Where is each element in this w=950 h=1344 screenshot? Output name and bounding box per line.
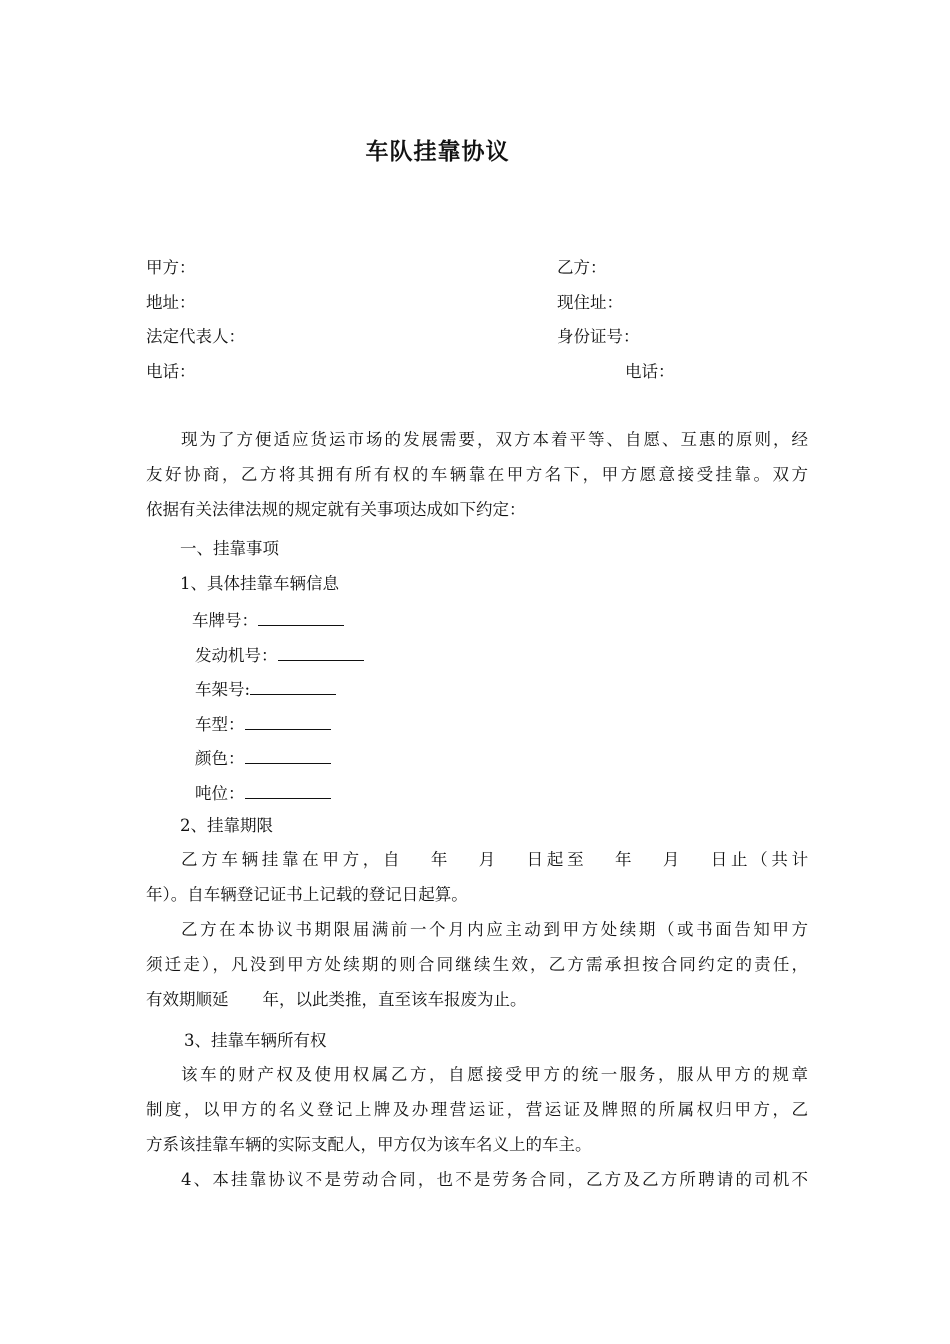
renewal-line: 须迁走），凡没到甲方处续期的则合同继续生效，乙方需承担按合同约定的责任， xyxy=(146,955,808,974)
vehicle-plate-label: 车牌号： xyxy=(192,611,258,630)
section-heading-1: 一、挂靠事项 xyxy=(180,539,279,558)
intro-line: 友好协商，乙方将其拥有所有权的车辆靠在甲方名下，甲方愿意接受挂靠。双方 xyxy=(146,465,808,484)
party-a-address: 地址： xyxy=(146,293,196,312)
vehicle-color-row xyxy=(195,745,331,770)
vehicle-frame-blank[interactable] xyxy=(250,676,336,695)
item-heading-2: 2、挂靠期限 xyxy=(180,816,273,835)
term-paragraph xyxy=(146,842,808,912)
vehicle-tonnage-label: 吨位： xyxy=(195,784,245,803)
renewal-line xyxy=(146,982,808,1017)
vehicle-model-label: 车型： xyxy=(195,715,245,734)
renewal-paragraph xyxy=(146,912,808,1017)
term-text: 乙方车辆挂靠在甲方，自 xyxy=(181,850,404,869)
renewal-text: 有效期顺延 xyxy=(146,990,229,1009)
vehicle-color-label: 颜色： xyxy=(195,749,245,768)
term-line-2: 年）。自车辆登记证书上记载的登记日起算。 xyxy=(146,885,468,904)
vehicle-engine-row xyxy=(195,642,364,667)
term-month-label: 月 xyxy=(475,850,499,869)
intro-line: 现为了方便适应货运市场的发展需要，双方本着平等、自愿、互惠的原则，经 xyxy=(181,430,808,449)
party-a-representative: 法定代表人： xyxy=(146,327,245,346)
party-b-name: 乙方： xyxy=(557,258,607,277)
party-b-phone: 电话： xyxy=(625,362,675,381)
item-4-paragraph xyxy=(146,1162,808,1197)
vehicle-tonnage-row xyxy=(195,780,331,805)
vehicle-engine-blank[interactable] xyxy=(278,642,364,661)
ownership-line: 方系该挂靠车辆的实际支配人，甲方仅为该车名义上的车主。 xyxy=(146,1135,592,1154)
item-heading-3: 3、挂靠车辆所有权 xyxy=(184,1031,327,1050)
intro-line: 依据有关法律法规的规定就有关事项达成如下约定： xyxy=(146,500,526,519)
ownership-line: 该车的财产权及使用权属乙方，自愿接受甲方的统一服务，服从甲方的规章 xyxy=(181,1065,808,1084)
vehicle-frame-row xyxy=(195,676,336,701)
vehicle-color-blank[interactable] xyxy=(245,745,331,764)
party-a-name: 甲方： xyxy=(146,258,196,277)
term-line-1 xyxy=(146,842,808,877)
vehicle-plate-blank[interactable] xyxy=(258,607,344,626)
party-b-id-number: 身份证号： xyxy=(557,327,640,346)
document-title: 车队挂靠协议 xyxy=(365,138,510,165)
term-year-label: 年 xyxy=(427,850,452,869)
party-a-phone: 电话： xyxy=(146,362,196,381)
vehicle-frame-label: 车架号: xyxy=(195,680,251,699)
vehicle-engine-label: 发动机号： xyxy=(195,646,278,665)
ownership-line: 制度，以甲方的名义登记上牌及办理营运证，营运证及牌照的所属权归甲方，乙 xyxy=(146,1100,808,1119)
party-b-address: 现住址： xyxy=(557,293,623,312)
vehicle-tonnage-blank[interactable] xyxy=(245,780,331,799)
renewal-line: 乙方在本协议书期限届满前一个月内应主动到甲方处续期（或书面告知甲方 xyxy=(181,920,808,939)
item-4-line: 4、本挂靠协议不是劳动合同，也不是劳务合同，乙方及乙方所聘请的司机不 xyxy=(181,1170,808,1189)
term-year-label: 年 xyxy=(611,850,636,869)
vehicle-plate-row xyxy=(192,607,344,632)
item-heading-1: 1、具体挂靠车辆信息 xyxy=(180,574,339,593)
term-month-label: 月 xyxy=(659,850,684,869)
vehicle-model-row xyxy=(195,711,331,736)
intro-paragraph xyxy=(146,422,808,527)
renewal-text: 年，以此类推，直至该车报废为止。 xyxy=(262,990,527,1009)
term-text: 日止（共计 xyxy=(707,850,809,869)
vehicle-model-blank[interactable] xyxy=(245,711,331,730)
term-day-label: 日起至 xyxy=(522,850,588,869)
ownership-paragraph xyxy=(146,1057,808,1162)
